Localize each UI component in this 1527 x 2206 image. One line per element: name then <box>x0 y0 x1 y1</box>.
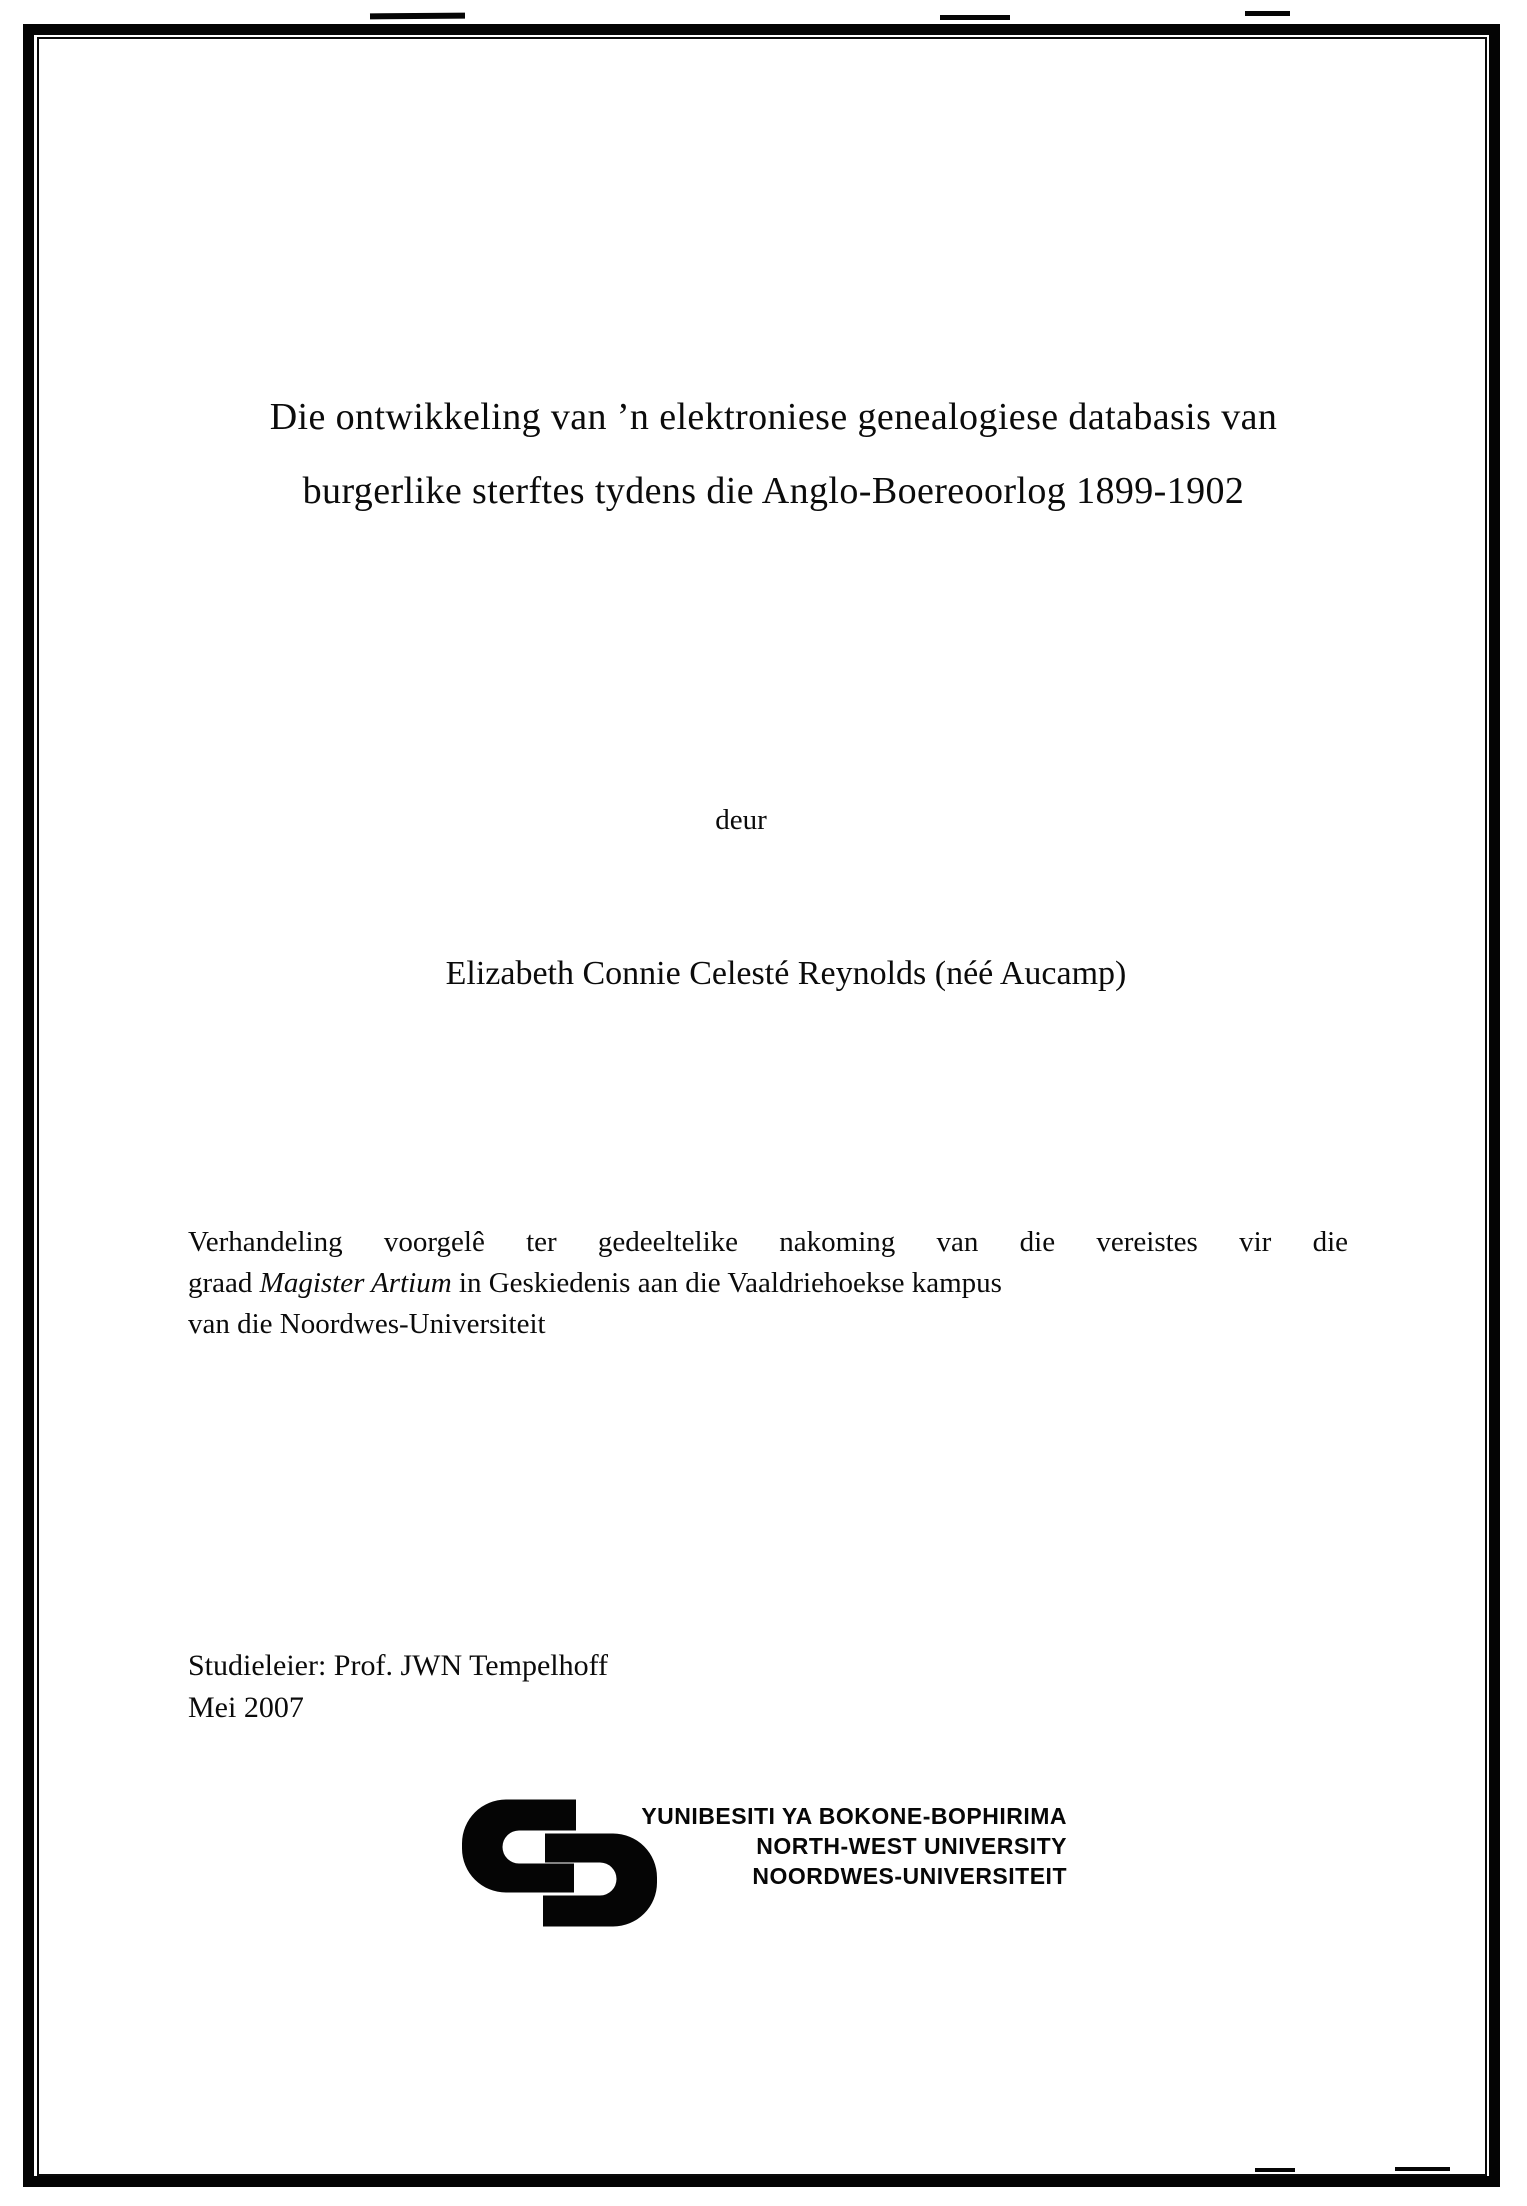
scan-artifact <box>940 15 1010 20</box>
degree-statement <box>188 1222 1348 1345</box>
thesis-title-line1: Die ontwikkeling van ’n elektroniese genealogiese databasis van <box>269 396 1278 438</box>
scan-artifact <box>1255 2168 1295 2172</box>
degree-statement-line3: van die Noordwes-Universiteit <box>188 1308 546 1340</box>
supervisor-block <box>188 1645 608 1729</box>
degree-name-italic: Magister Artium <box>259 1267 452 1299</box>
degree-statement-line2-post: in Geskiedenis aan die Vaaldriehoekse kampus <box>451 1267 1002 1299</box>
date-line: Mei 2007 <box>188 1691 304 1724</box>
author-name: Elizabeth Connie Celesté Reynolds (néé Aucamp) <box>445 955 1127 992</box>
university-name-setswana: YUNIBESITI YA BOKONE-BOPHIRIMA <box>641 1803 1067 1829</box>
byline: deur <box>715 804 767 836</box>
university-wordmark <box>585 1801 1067 1891</box>
degree-statement-line1: Verhandeling voorgelê ter gedeeltelike nakoming van die vereistes vir die <box>188 1226 1348 1258</box>
thesis-title-line2: burgerlike sterftes tydens die Anglo-Boereoorlog 1899-1902 <box>302 470 1245 512</box>
supervisor-line: Studieleier: Prof. JWN Tempelhoff <box>188 1649 609 1682</box>
scan-artifact <box>1395 2167 1450 2171</box>
university-name-english: NORTH-WEST UNIVERSITY <box>756 1833 1067 1859</box>
scan-artifact <box>370 13 465 20</box>
thesis-title <box>30 380 1517 528</box>
university-name-afrikaans: NOORDWES-UNIVERSITEIT <box>752 1863 1067 1889</box>
scan-artifact <box>1245 11 1290 16</box>
degree-statement-line2-pre: graad <box>188 1267 260 1299</box>
degree-statement-line2 <box>188 1263 1348 1304</box>
